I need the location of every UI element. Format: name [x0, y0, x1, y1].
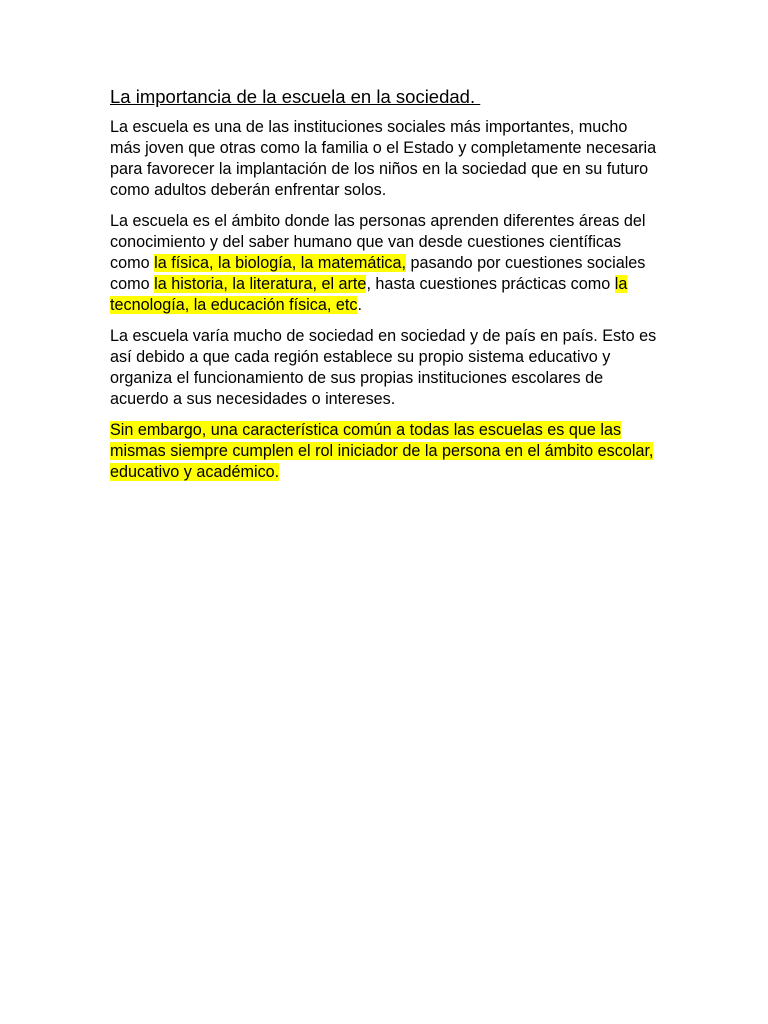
highlight-practical: la tecnología, la educación física, etc: [110, 275, 628, 314]
highlight-sciences: la física, la biología, la matemática,: [154, 254, 407, 272]
document-title: La importancia de la escuela en la sociedad.: [110, 86, 481, 107]
paragraph-2-text-a: La escuela es el ámbito donde las personas aprenden diferentes áreas del conocimiento y del saber humano que van desde cuestiones científicas como: [110, 212, 646, 272]
paragraph-3-text: La escuela varía mucho de sociedad en sociedad y de país en país. Esto es así debido a que cada región establece su propio sistema educativo y organiza el funcionamiento de sus propias instituciones escolares de acuerdo a sus necesidades o intereses.: [110, 327, 657, 408]
paragraph-2: [110, 211, 660, 316]
highlight-conclusion: Sin embargo, una característica común a todas las escuelas es que las mismas siempre cumplen el rol iniciador de la persona en el ámbito escolar, educativo y académico.: [110, 421, 654, 481]
paragraph-3: [110, 326, 660, 410]
paragraph-2-text-c: , hasta cuestiones prácticas como: [366, 275, 615, 293]
highlight-social: la historia, la literatura, el arte: [154, 275, 367, 293]
paragraph-1-text: La escuela es una de las instituciones sociales más importantes, mucho más joven que otras como la familia o el Estado y completamente necesaria para favorecer la implantación de los niños en la sociedad que en su futuro como adultos deberán enfrentar solos.: [110, 118, 657, 199]
paragraph-1: [110, 117, 660, 201]
paragraph-4: [110, 420, 660, 483]
document-page: [110, 84, 660, 493]
paragraph-2-text-d: .: [357, 296, 362, 314]
paragraph-2-text-b: pasando por cuestiones sociales como: [110, 254, 646, 293]
